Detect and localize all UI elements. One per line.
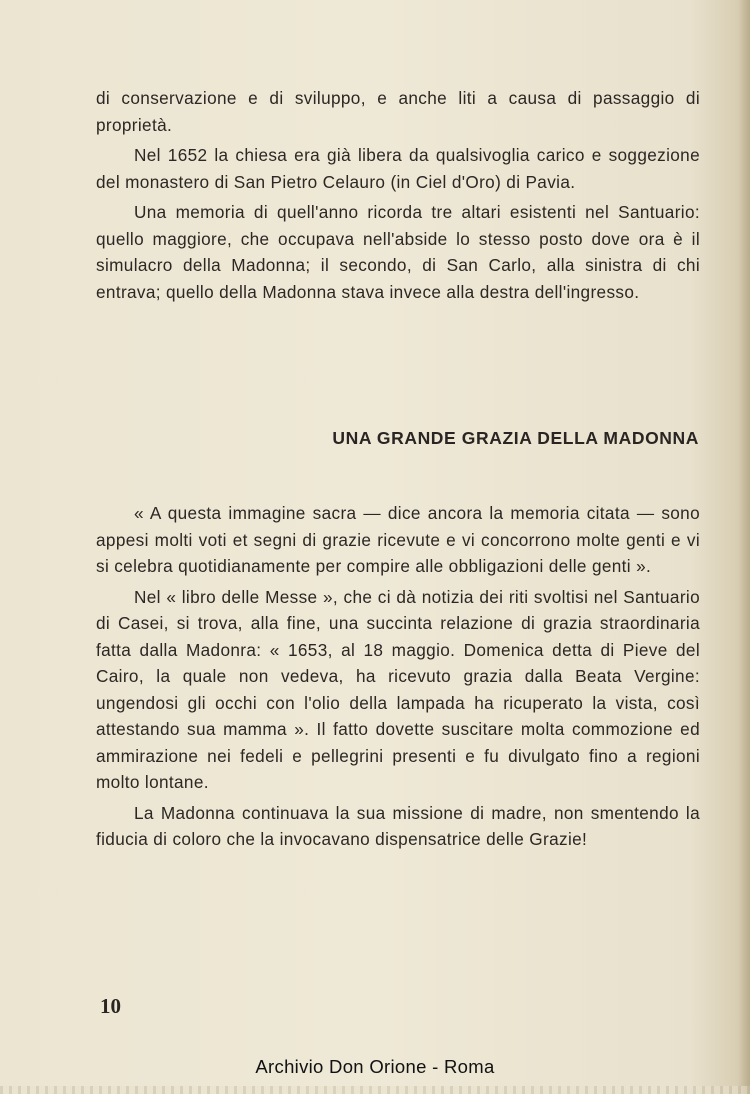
paragraph-quote-memoria: « A questa immagine sacra — dice ancora la memoria citata — sono appesi molti voti et segni di grazie ricevute e vi concorrono molte genti e vi si celebra quotidianamente per compire alle obbligazioni delle genti ». — [96, 503, 700, 576]
paragraph-1652: Nel 1652 la chiesa era già libera da qualsivoglia carico e soggezione del monastero di San Pietro Celauro (in Ciel d'Oro) di Pavia. — [96, 145, 700, 192]
paragraph-libro-messe: Nel « libro delle Messe », che ci dà notizia dei riti svoltisi nel Santuario di Casei, si trova, alla fine, una succinta relazione di grazia straordinaria fatta dalla Madonra: « 1653, al 18 maggio. Domenica detta di Pieve del Cairo, la quale non vedeva, ha ricevuto grazia dalla Beata Vergine: ungendosi gli occhi con l'olio della lampada ha ricuperato la vista, così attestando sua mamma ». Il fatto dovette suscitare molta commozione ed ammirazione nei fedeli e pellegrini presenti e fu divulgato fino a regioni molto lontane. — [96, 586, 700, 792]
scan-bottom-edge — [0, 1086, 750, 1094]
text-block-bottom — [96, 500, 700, 857]
text-block-top — [96, 85, 700, 309]
page-edge-shadow — [738, 0, 750, 1094]
paragraph-missione-madre: La Madonna continuava la sua missione di madre, non smentendo la fiducia di coloro che la invocavano dispensatrice delle Grazie! — [96, 802, 700, 849]
section-heading: UNA GRANDE GRAZIA DELLA MADONNA — [332, 428, 699, 448]
paragraph-memoria-altari: Una memoria di quell'anno ricorda tre altari esistenti nel Santuario: quello maggiore, che occupava nell'abside lo stesso posto dove ora è il simulacro della Madonna; il secondo, di San Carlo, alla sinistra di chi entrava; quello della Madonna stava invece alla destra dell'ingresso. — [96, 202, 700, 302]
archive-watermark: Archivio Don Orione - Roma — [255, 1056, 495, 1077]
paragraph-continuation: di conservazione e di sviluppo, e anche liti a causa di passaggio di proprietà. — [96, 88, 700, 135]
page-number: 10 — [100, 994, 121, 1018]
